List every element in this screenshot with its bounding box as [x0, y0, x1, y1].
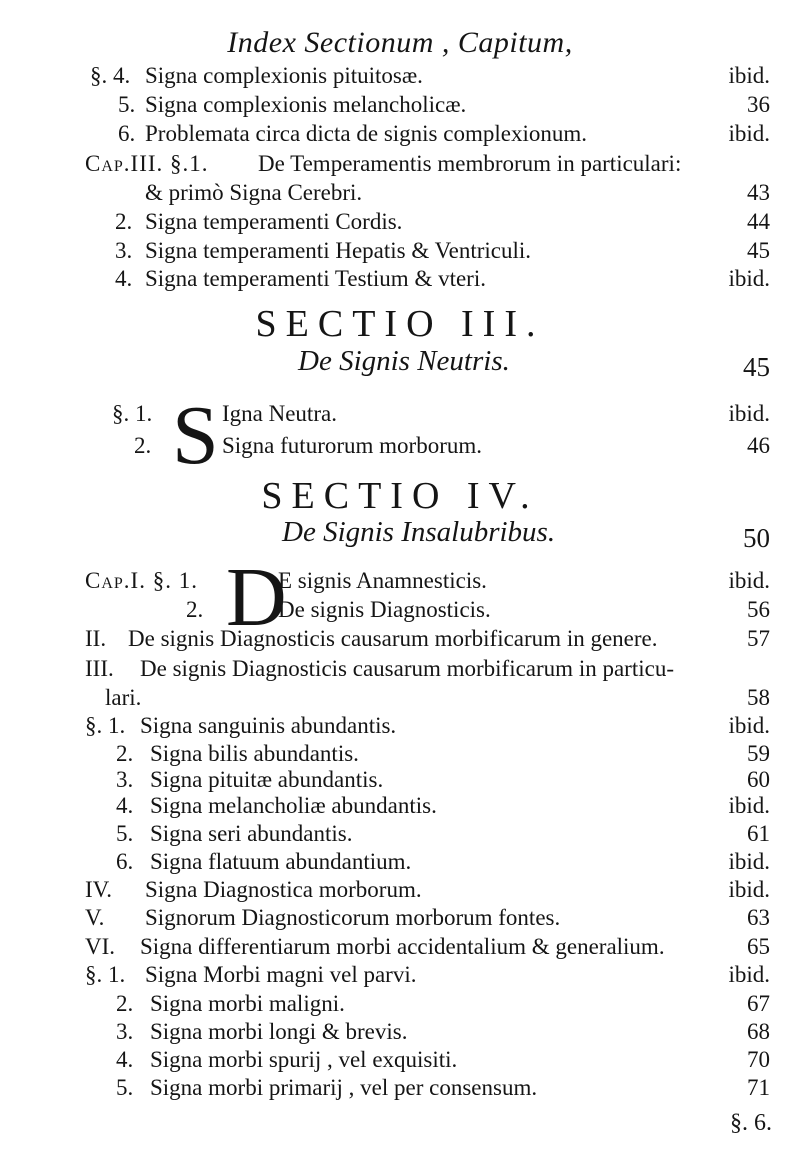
toc-entry	[0, 567, 800, 595]
toc-entry	[0, 1074, 800, 1102]
entry-title: Signa seri abundantis.	[150, 821, 353, 846]
entry-page: 65	[747, 934, 770, 959]
entry-page: 59	[747, 741, 770, 766]
section-page: 50	[743, 523, 770, 553]
entry-marker: 5.	[118, 92, 136, 117]
toc-entry	[0, 820, 800, 848]
toc-entry	[0, 933, 800, 961]
entry-marker: §. 1.	[112, 401, 153, 426]
entry-title: & primò Signa Cerebri.	[145, 180, 363, 205]
entry-marker: 2.	[115, 209, 133, 234]
entry-title: De signis Diagnosticis causarum morbificarum in genere.	[128, 626, 658, 651]
chapter-marker: Cap.III. §.1.	[85, 151, 209, 176]
entry-marker: 6.	[118, 121, 136, 146]
toc-entry	[0, 1046, 800, 1074]
entry-page: 70	[747, 1047, 770, 1072]
entry-page: ibid.	[728, 401, 770, 426]
entry-marker: 3.	[116, 1019, 134, 1044]
entry-marker: II.	[85, 626, 107, 651]
entry-marker: 5.	[116, 821, 134, 846]
entry-marker: 2.	[116, 991, 134, 1016]
section-title: SECTIO III.	[255, 303, 545, 345]
toc-entry	[0, 904, 800, 932]
entry-title: Signa differentiarum morbi accidentalium & generalium.	[140, 934, 665, 959]
entry-title: Signa Diagnostica morborum.	[145, 877, 422, 902]
entry-marker: IV.	[85, 877, 113, 902]
entry-marker: 2.	[116, 741, 134, 766]
entry-title: De Temperamentis membrorum in particulari:	[258, 151, 682, 176]
entry-title: Signa futurorum morborum.	[222, 433, 482, 458]
toc-entry	[0, 265, 800, 293]
entry-page: 60	[747, 767, 770, 792]
entry-marker: 4.	[116, 793, 134, 818]
entry-page: ibid.	[728, 121, 770, 146]
toc-entry	[0, 62, 800, 90]
entry-page: ibid.	[728, 849, 770, 874]
section-subtitle: De Signis Insalubribus.	[282, 516, 556, 548]
entry-marker: V.	[85, 905, 105, 930]
entry-marker: 3.	[116, 767, 134, 792]
drop-cap: D	[226, 551, 287, 644]
entry-title: Signa morbi spurij , vel exquisiti.	[150, 1047, 458, 1072]
entry-page: ibid.	[728, 877, 770, 902]
entry-title: Signa Morbi magni vel parvi.	[145, 962, 417, 987]
entry-page: 63	[747, 905, 770, 930]
entry-page: ibid.	[728, 63, 770, 88]
entry-page: 44	[747, 209, 770, 234]
toc-entry	[0, 712, 800, 740]
entry-title: Signa sanguinis abundantis.	[140, 713, 397, 738]
toc-entry	[0, 596, 800, 624]
entry-page: ibid.	[728, 713, 770, 738]
entry-marker: §. 1.	[85, 962, 126, 987]
entry-title: Signa temperamenti Hepatis & Ventriculi.	[145, 238, 532, 263]
entry-page: 71	[747, 1075, 770, 1100]
toc-entry	[0, 625, 800, 653]
entry-marker: 5.	[116, 1075, 134, 1100]
toc-entry	[0, 91, 800, 119]
entry-title: E signis Anamnesticis.	[278, 568, 487, 593]
entry-page: 67	[747, 991, 770, 1016]
entry-title: De signis Diagnosticis.	[278, 597, 491, 622]
entry-marker: 4.	[116, 1047, 134, 1072]
toc-entry	[0, 237, 800, 265]
entry-page: 46	[747, 433, 770, 458]
entry-title: De signis Diagnosticis causarum morbificarum in particu-	[140, 656, 674, 681]
entry-marker: 2.	[134, 433, 152, 458]
entry-title: Signa complexionis pituitosæ.	[145, 63, 423, 88]
section-subtitle: De Signis Neutris.	[298, 345, 510, 377]
entry-page: 36	[747, 92, 770, 117]
entry-page: 58	[747, 685, 770, 710]
entry-title: lari.	[105, 685, 142, 710]
toc-entry	[0, 1018, 800, 1046]
toc-entry	[0, 876, 800, 904]
entry-title: Signa melancholiæ abundantis.	[150, 793, 437, 818]
toc-entry	[0, 179, 800, 207]
entry-title: Signa pituitæ abundantis.	[150, 767, 384, 792]
entry-page: 43	[747, 180, 770, 205]
entry-title: Signorum Diagnosticorum morborum fontes.	[145, 905, 561, 930]
entry-title: Igna Neutra.	[222, 401, 337, 426]
toc-entry	[0, 684, 800, 712]
entry-title: Signa bilis abundantis.	[150, 741, 359, 766]
entry-page: ibid.	[728, 793, 770, 818]
entry-title: Signa flatuum abundantium.	[150, 849, 412, 874]
entry-marker: 2.	[186, 597, 204, 622]
entry-title: Signa morbi maligni.	[150, 991, 345, 1016]
entry-marker: VI.	[85, 934, 116, 959]
entry-title: Problemata circa dicta de signis complexionum.	[145, 121, 587, 146]
entry-title: Signa morbi primarij , vel per consensum.	[150, 1075, 538, 1100]
toc-entry	[0, 150, 800, 178]
entry-marker: 4.	[115, 266, 133, 291]
toc-entry	[0, 961, 800, 989]
entry-marker: 3.	[115, 238, 133, 263]
entry-title: Signa complexionis melancholicæ.	[145, 92, 467, 117]
toc-entry	[0, 400, 800, 428]
entry-page: 68	[747, 1019, 770, 1044]
toc-entry	[0, 655, 800, 683]
toc-entry	[0, 432, 800, 460]
entry-marker: 6.	[116, 849, 134, 874]
toc-entry	[0, 990, 800, 1018]
catchword: §. 6.	[730, 1110, 772, 1136]
entry-page: 61	[747, 821, 770, 846]
entry-marker: §. 4.	[90, 63, 131, 88]
toc-entry	[0, 740, 800, 768]
entry-title: Signa temperamenti Testium & vteri.	[145, 266, 486, 291]
section-page: 45	[743, 352, 770, 382]
toc-entry	[0, 792, 800, 820]
entry-page: 56	[747, 597, 770, 622]
drop-cap: S	[172, 389, 219, 482]
entry-page: 45	[747, 238, 770, 263]
toc-entry	[0, 848, 800, 876]
entry-title: Signa morbi longi & brevis.	[150, 1019, 408, 1044]
chapter-marker: Cap.I. §. 1.	[85, 568, 198, 593]
entry-marker: §. 1.	[85, 713, 126, 738]
entry-page: ibid.	[728, 568, 770, 593]
entry-marker: III.	[85, 656, 114, 681]
entry-title: Signa temperamenti Cordis.	[145, 209, 403, 234]
entry-page: 57	[747, 626, 770, 651]
section-title: SECTIO IV.	[261, 475, 539, 517]
entry-page: ibid.	[728, 266, 770, 291]
entry-page: ibid.	[728, 962, 770, 987]
toc-entry	[0, 766, 800, 794]
toc-entry	[0, 120, 800, 148]
toc-entry	[0, 208, 800, 236]
running-header: Index Sectionum , Capitum,	[227, 26, 573, 59]
